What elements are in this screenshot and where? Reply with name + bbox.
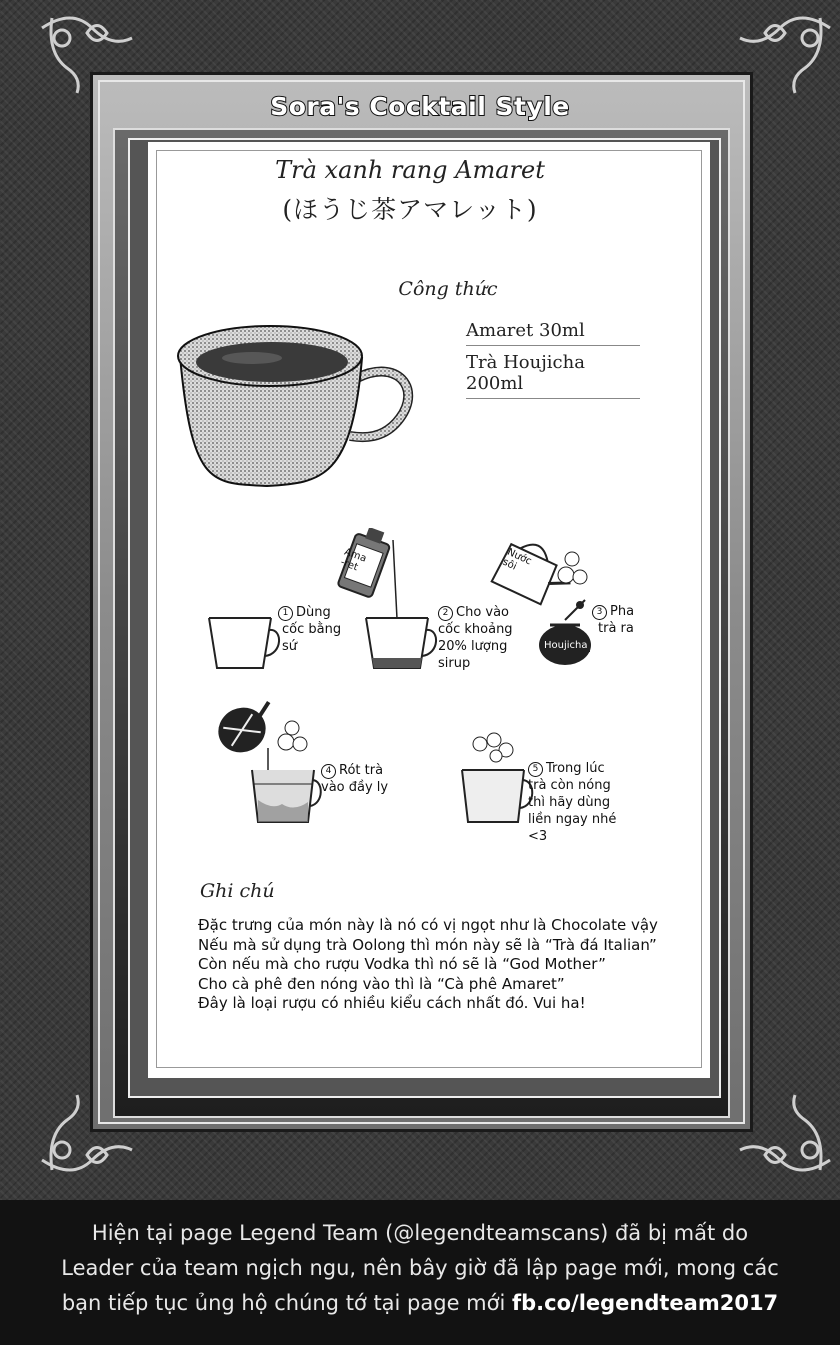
step-text: Pha (610, 604, 635, 619)
step-text: sirup (438, 656, 471, 671)
step-text: trà ra (598, 621, 634, 636)
teapot-label: Houjicha (544, 640, 588, 651)
note-line: Cho cà phê đen nóng vào thì là “Cà phê Amaret” (198, 974, 565, 993)
step-5 (528, 760, 616, 845)
cup-step2-illustration (362, 610, 442, 679)
step-text: Trong lúc (546, 761, 605, 776)
step-4 (321, 762, 388, 796)
notes-body (198, 916, 678, 1014)
step-number-badge: 1 (278, 606, 293, 621)
footer-line: bạn tiếp tục ủng hộ chúng tớ tại page mới (61, 1291, 512, 1315)
step-number-badge: 2 (438, 606, 453, 621)
ingredient-item: Trà Houjicha 200ml (466, 352, 640, 399)
footer-message (0, 1216, 840, 1321)
step-number-badge: 3 (592, 605, 607, 620)
note-line: Nếu mà sử dụng trà Oolong thì món này sẽ là “Trà đá Italian” (198, 935, 657, 954)
note-line: Đây là loại rượu có nhiều kiểu cách nhất đó. Vui ha! (198, 994, 586, 1012)
footer-line: Leader của team ngịch ngu, nên bây giờ đã lập page mới, mong các (61, 1256, 779, 1280)
pour-tea-illustration (212, 700, 322, 834)
kettle-label: Nước sôi (500, 546, 534, 573)
step-3 (592, 603, 634, 637)
step-text: liền ngay nhé (528, 812, 617, 827)
step-number-badge: 4 (321, 764, 336, 779)
step-text: trà còn nóng (528, 778, 611, 793)
notes-heading: Ghi chú (200, 880, 275, 902)
footer-line: Hiện tại page Legend Team (@legendteamscans) đã bị mất do (91, 1221, 749, 1245)
step-text: cốc khoảng (438, 622, 513, 637)
bottle-label: Ama -ret (338, 546, 368, 574)
note-line: Còn nếu mà cho rượu Vodka thì nó sẽ là “God Mother” (198, 955, 606, 973)
step-text: sứ (282, 639, 298, 654)
step-text: Rót trà (339, 763, 384, 778)
note-line: Đặc trưng của món này là nó có vị ngọt như là Chocolate vậy (198, 916, 658, 934)
ingredient-item: Amaret 30ml (466, 320, 640, 346)
step-text: Cho vào (456, 605, 510, 620)
cup-step1-illustration (205, 610, 285, 679)
step-number-badge: 5 (528, 762, 543, 777)
hot-tea-cup-illustration (458, 730, 538, 834)
facebook-page-link[interactable]: fb.co/legendteam2017 (512, 1291, 779, 1315)
footer-banner (0, 1200, 840, 1345)
step-text: vào đầy ly (321, 780, 389, 795)
step-text: <3 (528, 829, 548, 844)
step-text: Dùng (296, 605, 331, 620)
teacup-illustration (172, 318, 422, 498)
step-text: 20% lượng (438, 639, 508, 654)
recipe-subtitle: (ほうじ茶アマレット) (282, 195, 538, 224)
step-text: thì hãy dùng (528, 795, 611, 810)
step-text: cốc bằng (282, 622, 342, 637)
recipe-title: Trà xanh rang Amaret (275, 156, 545, 184)
recipe-section-label: Công thức (398, 278, 498, 300)
page-title: Sora's Cocktail Style (270, 92, 570, 121)
